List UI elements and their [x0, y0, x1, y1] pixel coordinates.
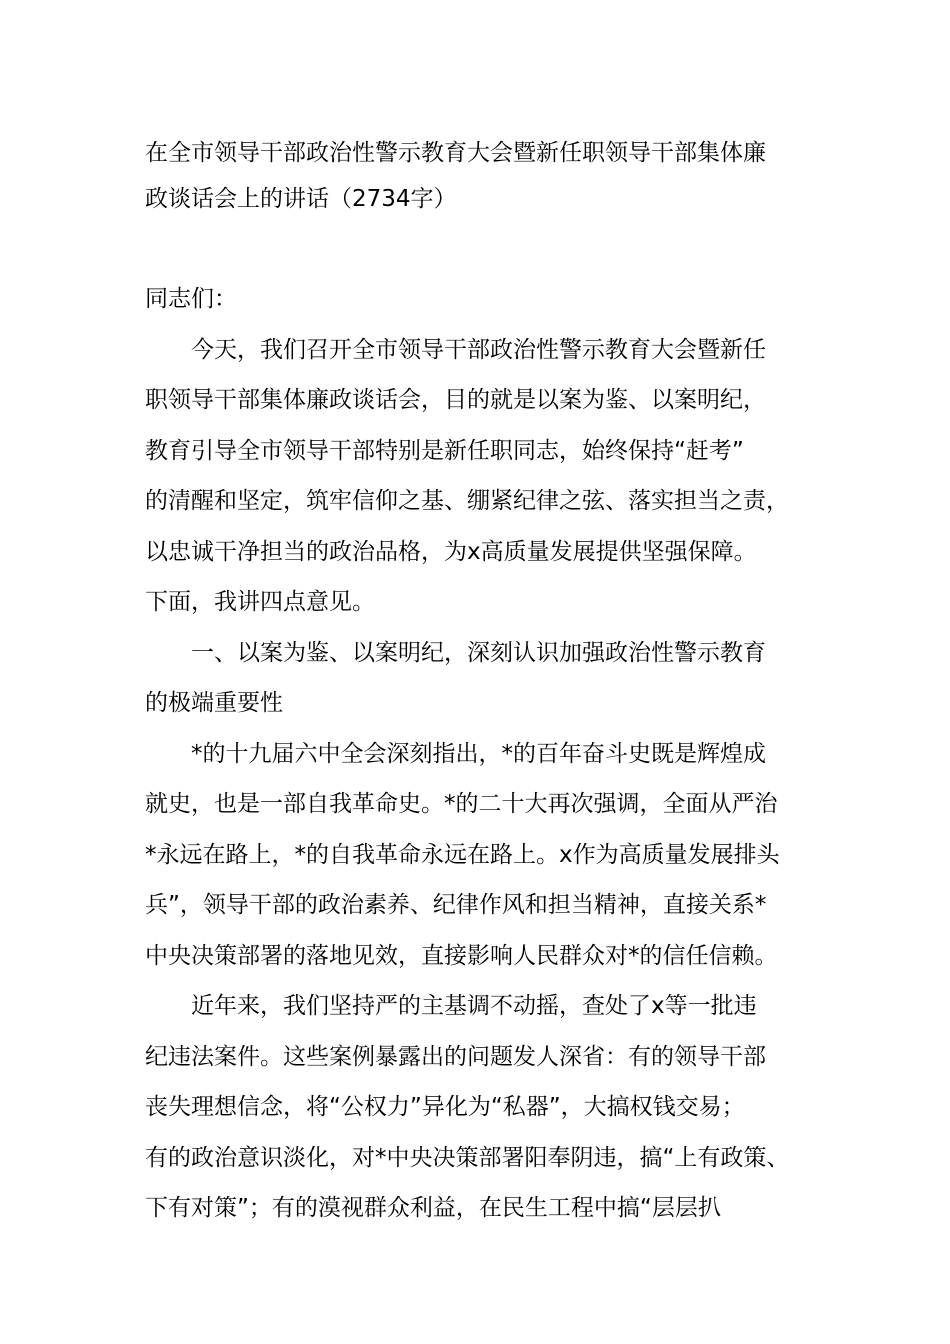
paragraph-line: 丧失理想信念，将“公权力”异化为“私器”，大搞权钱交易； — [145, 1094, 745, 1120]
salutation: 同志们： — [145, 286, 237, 312]
title-line: 在全市领导干部政治性警示教育大会暨新任职领导干部集体廉 — [145, 140, 766, 166]
paragraph-line: 纪违法案件。这些案例暴露出的问题发人深省：有的领导干部 — [145, 1043, 766, 1070]
paragraph-line: 职领导干部集体廉政谈话会，目的就是以案为鉴、以案明纪， — [145, 387, 766, 413]
section-heading-line: 的极端重要性 — [145, 690, 283, 716]
paragraph-line: 下有对策”；有的漠视群众利益，在民生工程中搞“层层扒 — [145, 1195, 721, 1221]
document-title — [145, 130, 825, 222]
paragraph-line: 教育引导全市领导干部特别是新任职同志，始终保持“赶考” — [145, 437, 744, 464]
paragraph-line: 有的政治意识淡化，对*中央决策部署阳奉阴违，搞“上有政策、 — [145, 1144, 790, 1171]
paragraph-line: *永远在路上，*的自我革命永远在路上。x作为高质量发展排头 — [145, 841, 780, 868]
paragraph-line: *的十九届六中全会深刻指出，*的百年奋斗史既是辉煌成 — [191, 740, 766, 767]
paragraph-line: 兵”，领导干部的政治素养、纪律作风和担当精神，直接关系* — [145, 892, 767, 918]
document-body — [145, 274, 825, 1234]
paragraph-line: 近年来，我们坚持严的主基调不动摇，查处了x等一批违 — [191, 993, 757, 1019]
paragraph-line: 今天，我们召开全市领导干部政治性警示教育大会暨新任 — [191, 336, 766, 363]
paragraph-line: 下面，我讲四点意见。 — [145, 589, 375, 615]
paragraph-line: 中央决策部署的落地见效，直接影响人民群众对*的信任信赖。 — [145, 942, 778, 969]
paragraph-line: 就史，也是一部自我革命史。*的二十大再次强调，全面从严治 — [145, 791, 778, 817]
title-line: 政谈话会上的讲话（2734字） — [145, 186, 457, 212]
paragraph-line: 以忠诚干净担当的政治品格，为x高质量发展提供坚强保障。 — [145, 538, 757, 565]
paragraph-line: 的清醒和坚定，筑牢信仰之基、绷紧纪律之弦、落实担当之责， — [145, 488, 789, 514]
section-heading-line: 一、以案为鉴、以案明纪，深刻认识加强政治性警示教育 — [191, 639, 766, 666]
